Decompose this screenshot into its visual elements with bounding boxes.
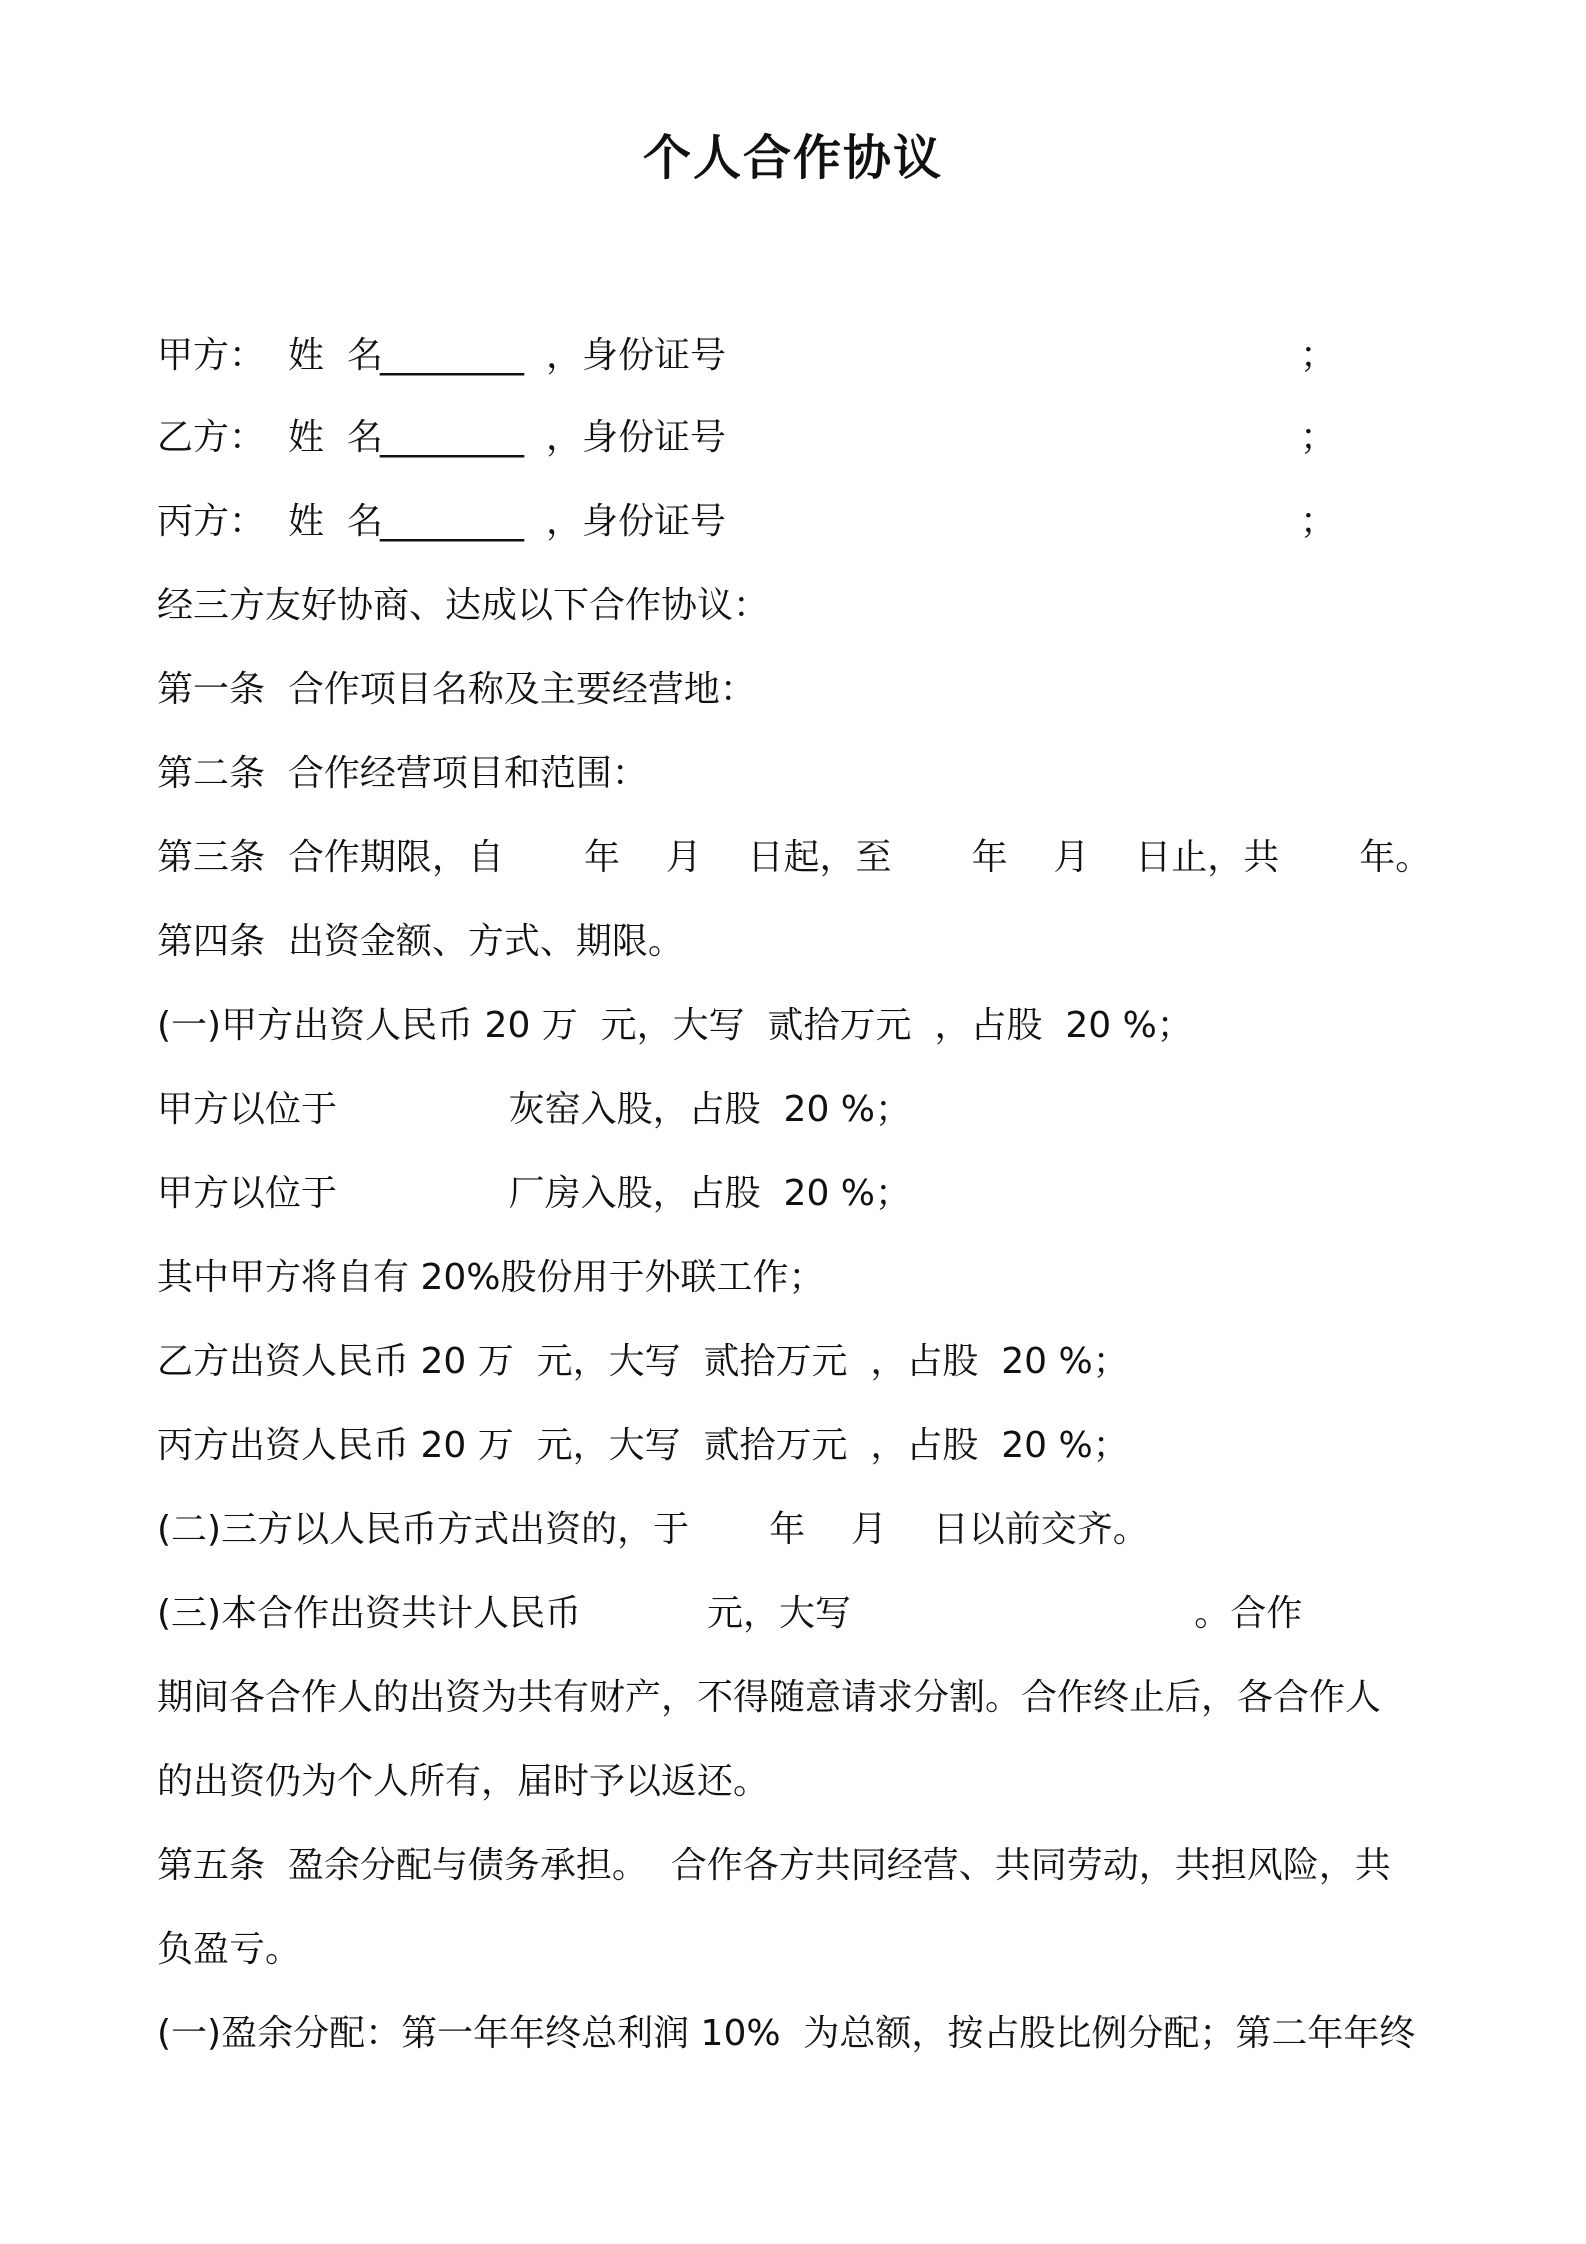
article-heading: 第二条 合作经营项目和范围： [157,753,648,794]
party-line-end: ； [1300,417,1337,458]
body-line: 的出资仍为个人所有，届时予以返还。 [157,1761,770,1802]
body-line: 乙方出资人民币 20 万 元，大写 贰拾万元 ，占股 20 %； [157,1341,1129,1382]
body-line: (三)本合作出资共计人民币 元，大写 。合作 [157,1593,1303,1634]
body-line: 丙方出资人民币 20 万 元，大写 贰拾万元 ，占股 20 %； [157,1425,1129,1466]
party-label: 乙方： [157,417,266,458]
party-label: 丙方： [157,501,266,542]
body-line: 负盈亏。 [157,1929,302,1970]
party-id-label: ，身份证号 [546,335,727,376]
body-line: (一)盈余分配：第一年年终总利润 10% 为总额，按占股比例分配；第二年年终 [157,2013,1416,2054]
party-name-label: 姓 名 [288,335,383,376]
article-heading: 第一条 合作项目名称及主要经营地： [157,669,756,710]
party-name-blank: ________ [380,417,524,458]
body-line: 甲方以位于 厂房入股，占股 20 %； [157,1173,911,1214]
body-line: (二)三方以人民币方式出资的，于 年 月 日以前交齐。 [157,1509,1149,1550]
article-heading: 第三条 合作期限，自 年 月 日起，至 年 月 日止，共 年。 [157,837,1432,878]
party-name-blank: ________ [380,501,524,542]
article-heading: 第五条 盈余分配与债务承担。 合作各方共同经营、共同劳动，共担风险，共 [157,1845,1391,1886]
party-id-label: ，身份证号 [546,417,727,458]
article-heading: 第四条 出资金额、方式、期限。 [157,921,684,962]
party-line-end: ； [1300,501,1337,542]
party-id-label: ，身份证号 [546,501,727,542]
document-title: 个人合作协议 [642,130,943,186]
party-name-blank: ________ [380,335,524,376]
party-line-end: ； [1300,335,1337,376]
body-line: 其中甲方将自有 20%股份用于外联工作； [157,1257,825,1298]
body-line: 经三方友好协商、达成以下合作协议： [157,585,770,626]
party-name-label: 姓 名 [288,501,383,542]
party-name-label: 姓 名 [288,417,383,458]
body-line: 期间各合作人的出资为共有财产，不得随意请求分割。合作终止后，各合作人 [157,1677,1382,1718]
body-line: (一)甲方出资人民币 20 万 元，大写 贰拾万元 ，占股 20 %； [157,1005,1193,1046]
body-line: 甲方以位于 灰窑入股，占股 20 %； [157,1089,911,1130]
party-label: 甲方： [157,335,266,376]
